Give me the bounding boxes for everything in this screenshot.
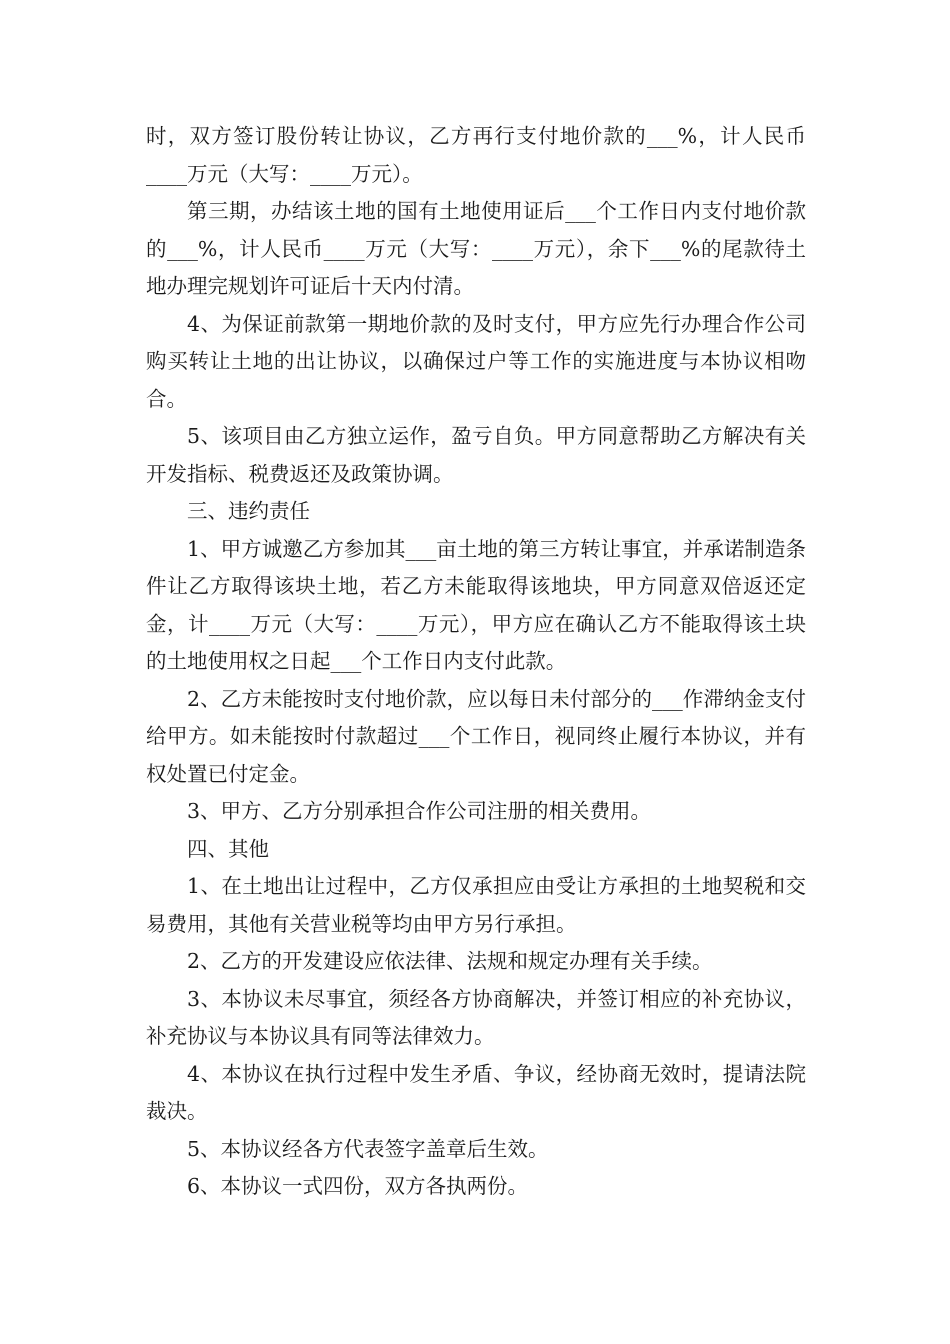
section-heading-breach: 三、违约责任 — [187, 499, 310, 523]
paragraph-other-3: 3、本协议未尽事宜，须经各方协商解决，并签订相应的补充协议，补充协议与本协议具有同等法律效力。 — [146, 986, 806, 1048]
paragraph-payment-second-period-cont: 时，双方签订股份转让协议，乙方再行支付地价款的___%，计人民币____万元（大写：____万元）。 — [146, 124, 806, 186]
paragraph-clause-5: 5、该项目由乙方独立运作，盈亏自负。甲方同意帮助乙方解决有关开发指标、税费返还及政策协调。 — [146, 424, 806, 486]
paragraph-other-6: 6、本协议一式四份，双方各执两份。 — [187, 1174, 529, 1198]
document-body — [146, 118, 806, 1206]
section-heading-other: 四、其他 — [187, 836, 269, 861]
paragraph-other-5: 5、本协议经各方代表签字盖章后生效。 — [187, 1136, 549, 1161]
paragraph-other-4: 4、本协议在执行过程中发生矛盾、争议，经协商无效时，提请法院裁决。 — [146, 1061, 806, 1123]
paragraph-breach-3: 3、甲方、乙方分别承担合作公司注册的相关费用。 — [187, 799, 652, 823]
paragraph-clause-4: 4、为保证前款第一期地价款的及时支付，甲方应先行办理合作公司购买转让土地的出让协议，以确保过户等工作的实施进度与本协议相吻合。 — [146, 311, 806, 411]
paragraph-breach-1: 1、甲方诚邀乙方参加其___亩土地的第三方转让事宜，并承诺制造条件让乙方取得该块土地，若乙方未能取得该地块，甲方同意双倍返还定金，计____万元（大写：____万元），甲方应在确认乙方不能取得该土块的土地使用权之日起___个工作日内支付此款。 — [146, 536, 806, 673]
paragraph-payment-third-period: 第三期，办结该土地的国有土地使用证后___个工作日内支付地价款的___%，计人民币____万元（大写：____万元），余下___%的尾款待土地办理完规划许可证后十天内付清。 — [146, 199, 806, 298]
paragraph-other-1: 1、在土地出让过程中，乙方仅承担应由受让方承担的土地契税和交易费用，其他有关营业税等均由甲方另行承担。 — [146, 874, 806, 936]
paragraph-other-2: 2、乙方的开发建设应依法律、法规和规定办理有关手续。 — [187, 949, 713, 973]
paragraph-breach-2: 2、乙方未能按时支付地价款，应以每日未付部分的___作滞纳金支付给甲方。如未能按时付款超过___个工作日，视同终止履行本协议，并有权处置已付定金。 — [146, 686, 806, 786]
